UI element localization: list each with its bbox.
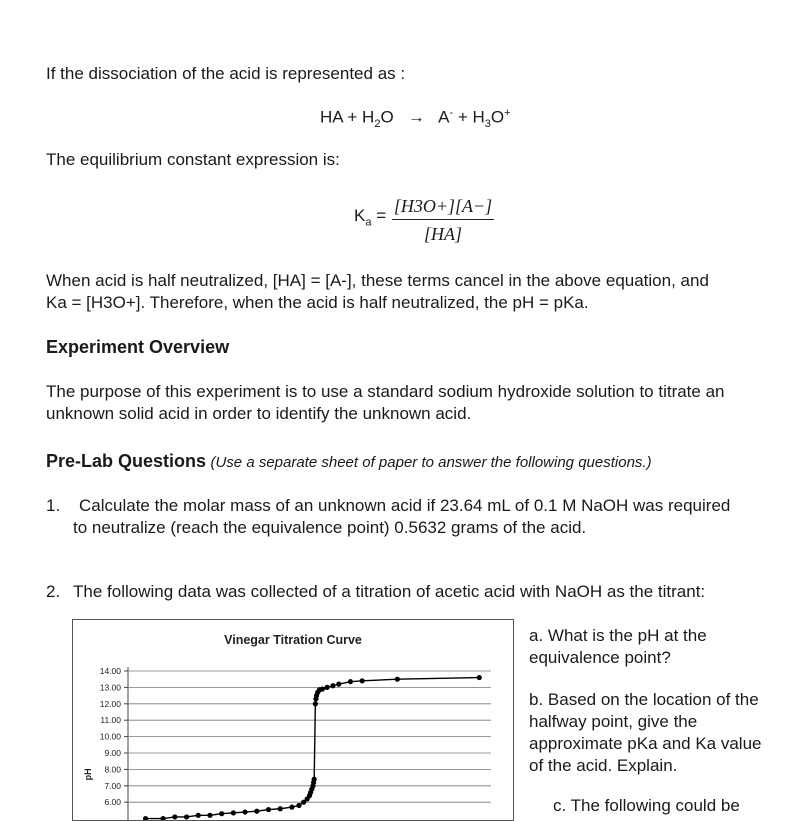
data-point — [278, 806, 283, 811]
equilibrium-intro: The equilibrium constant expression is: — [46, 150, 340, 169]
data-point — [242, 809, 247, 814]
ka-fraction — [392, 196, 494, 245]
qb-line4: of the acid. Explain. — [529, 756, 678, 775]
data-point — [336, 682, 341, 687]
q2-number: 2. — [46, 582, 61, 601]
y-tick-label: 6.00 — [104, 797, 121, 808]
y-tick-label: 10.00 — [99, 731, 121, 742]
y-tick-label: 9.00 — [104, 748, 121, 758]
data-point — [143, 816, 148, 820]
q2-line: The following data was collected of a titration of acetic acid with NaOH as the titrant: — [73, 582, 706, 601]
data-point — [395, 677, 400, 682]
y-tick-label: 8.00 — [104, 764, 121, 775]
ka-denominator: [HA] — [423, 224, 462, 244]
overview-line1: The purpose of this experiment is to use a standard sodium hydroxide solution to titrate an — [46, 382, 725, 401]
y-axis-label: pH — [83, 768, 93, 781]
q1-line2: to neutralize (reach the equivalence point) 0.5632 grams of the acid. — [73, 518, 587, 537]
data-point — [477, 675, 482, 680]
data-point — [161, 816, 166, 820]
qb-line2: halfway point, give the — [529, 712, 698, 731]
ka-k: K — [354, 206, 366, 225]
qb-line1: b. Based on the location of the — [529, 690, 759, 709]
titration-curve-line — [146, 678, 480, 819]
reaction-equation — [320, 107, 511, 130]
ka-sub: a — [365, 216, 372, 229]
chart-title: Vinegar Titration Curve — [224, 633, 362, 647]
reaction-plus: + H — [453, 107, 485, 127]
intro-text: If the dissociation of the acid is represented as : — [46, 64, 406, 83]
ka-equals: = — [371, 206, 387, 225]
qb-line3: approximate pKa and Ka value — [529, 734, 762, 753]
reaction-o: O — [380, 107, 394, 127]
data-point — [184, 814, 189, 819]
data-point — [360, 678, 365, 683]
data-point — [296, 803, 301, 808]
reaction-o2-sup: + — [504, 107, 511, 119]
q1-line1: Calculate the molar mass of an unknown acid if 23.64 mL of 0.1 M NaOH was required — [79, 496, 731, 515]
reaction-o2: O — [490, 107, 505, 127]
ka-numerator: [H3O+][A−] — [392, 196, 494, 220]
y-tick-label: 7.00 — [104, 780, 121, 791]
y-tick-label: 12.00 — [99, 698, 121, 709]
chart-canvas — [73, 620, 513, 820]
data-point — [231, 810, 236, 815]
y-tick-label: 14.00 — [99, 666, 121, 676]
data-point — [196, 813, 201, 818]
data-point — [313, 701, 318, 706]
overview-line2: unknown solid acid in order to identify the unknown acid. — [46, 404, 472, 423]
arrow-icon: → — [407, 107, 425, 127]
qa-line2: equivalence point? — [529, 648, 671, 667]
reaction-a: A — [438, 107, 450, 127]
q1-number: 1. — [46, 496, 61, 515]
data-point — [254, 809, 259, 814]
data-point — [266, 807, 271, 812]
qc-line-cut: c. The following could be — [553, 796, 740, 815]
prelab-heading: Pre-Lab Questions — [46, 451, 207, 471]
data-point — [330, 683, 335, 688]
overview-heading: Experiment Overview — [46, 337, 230, 357]
data-point — [219, 811, 224, 816]
reaction-lhs: HA + H — [320, 107, 375, 127]
reaction-h3-sub: 3 — [484, 118, 491, 131]
prelab-heading-row — [46, 451, 652, 472]
para1-line1: When acid is half neutralized, [HA] = [A-], these terms cancel in the above equation, and — [46, 271, 709, 290]
data-point — [324, 685, 329, 690]
ka-label — [354, 206, 386, 228]
qa-line1: a. What is the pH at the — [529, 626, 707, 645]
data-point — [320, 686, 325, 691]
y-tick-label: 11.00 — [100, 715, 121, 726]
data-point — [348, 679, 353, 684]
data-point — [207, 813, 212, 818]
data-point — [312, 777, 317, 782]
y-tick-label: 13.00 — [99, 682, 121, 693]
data-point — [172, 814, 177, 819]
reaction-a-sup: - — [449, 107, 454, 119]
para1-line2: Ka = [H3O+]. Therefore, when the acid is half neutralized, the pH = pKa. — [46, 293, 589, 312]
titration-chart — [72, 619, 514, 821]
data-point — [289, 805, 294, 810]
prelab-note: (Use a separate sheet of paper to answer the following questions.) — [210, 454, 652, 471]
reaction-h2o-sub: 2 — [374, 118, 381, 131]
